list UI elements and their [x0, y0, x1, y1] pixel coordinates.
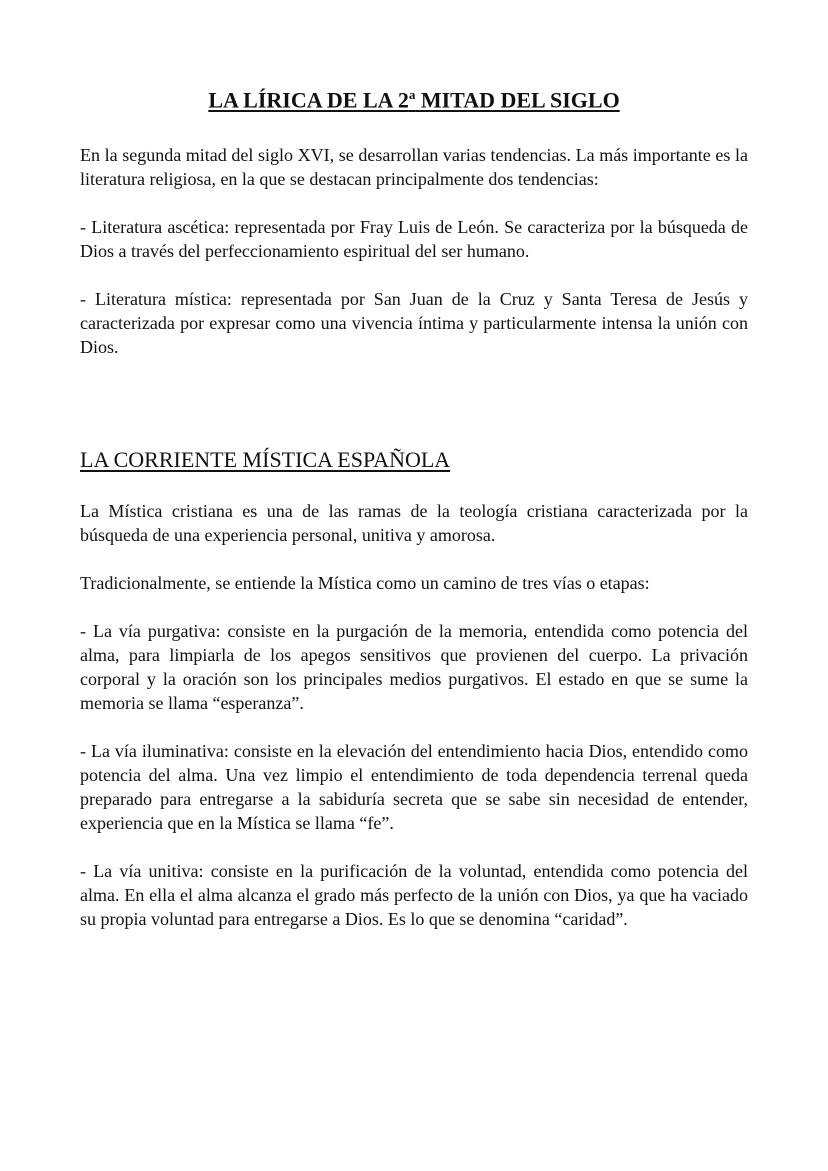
title-text-end: MITAD DEL SIGLO: [415, 87, 620, 113]
title-superscript: a: [408, 87, 416, 102]
title-text: LA LÍRICA DE LA 2: [208, 87, 409, 113]
purgative-paragraph: - La vía purgativa: consiste en la purgación de la memoria, entendida como potencia del alma, para limpiarla de los apegos sensitivos que provienen del cuerpo. La privación corporal y la oración son los principales medios purgativos. El estado en que se sume la memoria se llama “esperanza”.: [80, 621, 748, 714]
mystic-paragraph: - Literatura mística: representada por San Juan de la Cruz y Santa Teresa de Jesús y caracterizada por expresar como una vivencia íntima y particularmente intensa la unión con Dios.: [80, 289, 748, 358]
mystic-definition-paragraph: La Mística cristiana es una de las ramas de la teología cristiana caracterizada por la búsqueda de una experiencia personal, unitiva y amorosa.: [80, 501, 748, 546]
intro-paragraph: En la segunda mitad del siglo XVI, se desarrollan varias tendencias. La más importante es la literatura religiosa, en la que se destacan principalmente dos tendencias:: [80, 145, 748, 190]
ascetic-paragraph: - Literatura ascética: representada por Fray Luis de León. Se caracteriza por la búsqueda de Dios a través del perfeccionamiento espiritual del ser humano.: [80, 217, 748, 262]
unitive-paragraph: - La vía unitiva: consiste en la purificación de la voluntad, entendida como potencia del alma. En ella el alma alcanza el grado más perfecto de la unión con Dios, ya que ha vaciado su propia voluntad para entregarse a Dios. Es lo que se denomina “caridad”.: [80, 861, 748, 930]
illuminative-paragraph: - La vía iluminativa: consiste en la elevación del entendimiento hacia Dios, entendido como potencia del alma. Una vez limpio el entendimiento de toda dependencia terrenal queda preparado para entregarse a la sabiduría secreta que se sabe sin necesidad de entender, experiencia que en la Mística se llama “fe”.: [80, 741, 748, 834]
section-heading: LA CORRIENTE MÍSTICA ESPAÑOLA: [80, 447, 451, 473]
page-title: [80, 78, 748, 117]
three-ways-paragraph: Tradicionalmente, se entiende la Mística como un camino de tres vías o etapas:: [80, 573, 650, 594]
